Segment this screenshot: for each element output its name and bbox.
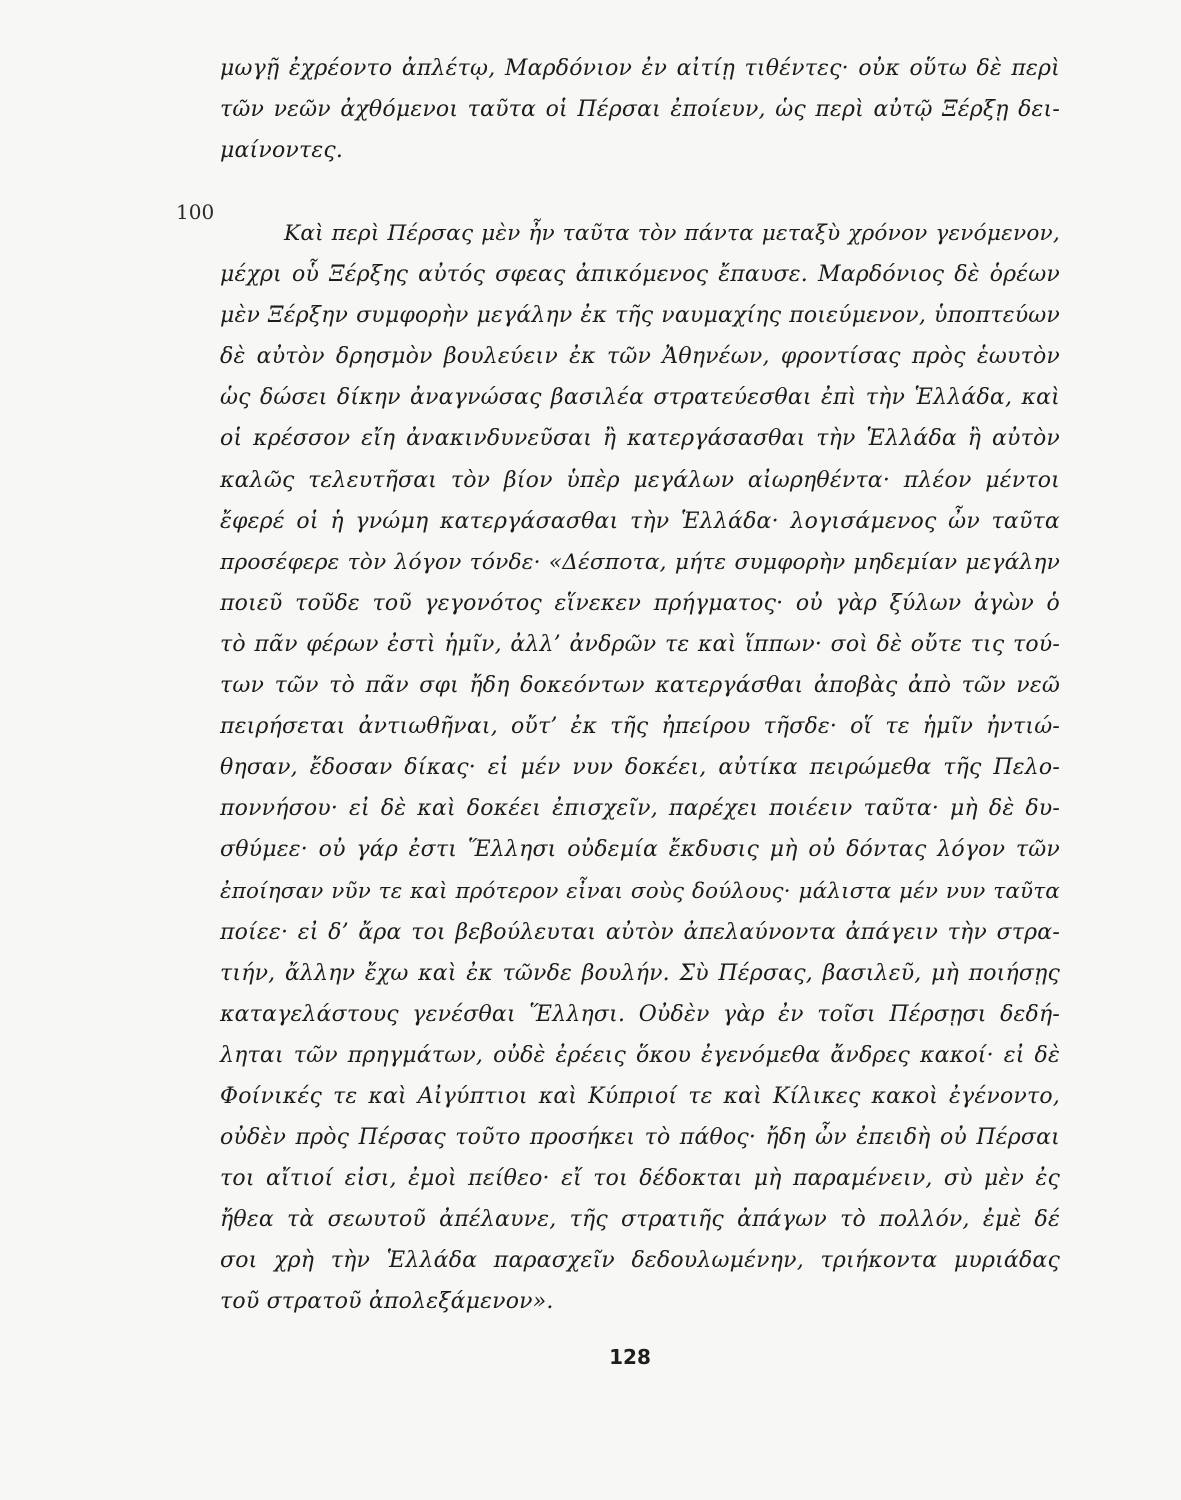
text-line: ἔφερέ οἱ ἡ γνώμη κατεργάσασθαι τὴν Ἑλλάδα· λογισάμενος ὦν ταῦτα: [220, 508, 1060, 534]
text-line: σθύμεε· οὐ γάρ ἐστι Ἕλλησι οὐδεμία ἔκδυσις μὴ οὐ δόντας λόγον τῶν: [220, 837, 1060, 863]
text-line: μὲν Ξέρξην συμφορὴν μεγάλην ἐκ τῆς ναυμαχίης ποιεύμενον, ὑποπτεύων: [220, 303, 1060, 329]
text-line: τιήν, ἄλλην ἔχω καὶ ἐκ τῶνδε βουλήν. Σὺ Πέρσας, βασιλεῦ, μὴ ποιήσῃς: [220, 960, 1060, 986]
text-line: ποίεε· εἰ δ’ ἄρα τοι βεβούλευται αὐτὸν ἀπελαύνοντα ἀπάγειν τὴν στρα-: [220, 919, 1060, 945]
text-line: Φοίνικές τε καὶ Αἰγύπτιοι καὶ Κύπριοί τε καὶ Κίλικες κακοὶ ἐγένοντο,: [220, 1083, 1060, 1109]
text-line: τῶν νεῶν ἀχθόμενοι ταῦτα οἱ Πέρσαι ἐποίευν, ὡς περὶ αὐτῷ Ξέρξῃ δει-: [220, 97, 1060, 123]
text-line: δὲ αὐτὸν δρησμὸν βουλεύειν ἐκ τῶν Ἀθηνέων, φροντίσας πρὸς ἑωυτὸν: [220, 344, 1060, 370]
chapter-number: 100: [176, 200, 215, 224]
text-line: μωγῇ ἐχρέοντο ἀπλέτῳ, Μαρδόνιον ἐν αἰτίῃ τιθέντες· οὐκ οὕτω δὲ περὶ: [220, 56, 1060, 81]
text-line: ἤθεα τὰ σεωυτοῦ ἀπέλαυνε, τῆς στρατιῆς ἀπάγων τὸ πολλόν, ἐμὲ δέ: [220, 1207, 1060, 1233]
text-line: καταγελάστους γενέσθαι Ἕλλησι. Οὐδὲν γὰρ ἐν τοῖσι Πέρσῃσι δεδή-: [220, 1001, 1060, 1027]
text-line: μέχρι οὗ Ξέρξης αὐτός σφεας ἀπικόμενος ἔπαυσε. Μαρδόνιος δὲ ὁρέων: [220, 262, 1060, 288]
text-line: σοι χρὴ τὴν Ἑλλάδα παρασχεῖν δεδουλωμένην, τριήκοντα μυριάδας: [220, 1248, 1060, 1274]
paragraph-chapter-100: [220, 213, 1060, 1323]
text-line: ληται τῶν πρηγμάτων, οὐδὲ ἐρέεις ὅκου ἐγενόμεθα ἄνδρες κακοί· εἰ δὲ: [220, 1042, 1060, 1068]
text-line: καλῶς τελευτῆσαι τὸν βίον ὑπὲρ μεγάλων αἰωρηθέντα· πλέον μέντοι: [220, 467, 1060, 493]
text-line: τοῦ στρατοῦ ἀπολεξάμενον».: [220, 1289, 554, 1315]
text-line: ποιεῦ τοῦδε τοῦ γεγονότος εἵνεκεν πρήγματος· οὐ γὰρ ξύλων ἀγὼν ὁ: [220, 590, 1060, 616]
text-line: προσέφερε τὸν λόγον τόνδε· «Δέσποτα, μήτε συμφορὴν μηδεμίαν μεγάλην: [220, 549, 1060, 575]
page-number: 128: [609, 1345, 651, 1369]
text-line: πειρήσεται ἀντιωθῆναι, οὔτ’ ἐκ τῆς ἠπείρου τῆσδε· οἵ τε ἡμῖν ἠντιώ-: [220, 714, 1060, 740]
text-line: θησαν, ἔδοσαν δίκας· εἰ μέν νυν δοκέει, αὐτίκα πειρώμεθα τῆς Πελο-: [220, 755, 1060, 781]
text-line: μαίνοντες.: [220, 138, 344, 164]
text-line: οὐδὲν πρὸς Πέρσας τοῦτο προσήκει τὸ πάθος· ἤδη ὦν ἐπειδὴ οὐ Πέρσαι: [220, 1125, 1060, 1151]
text-line: ποννήσου· εἰ δὲ καὶ δοκέει ἐπισχεῖν, παρέχει ποιέειν ταῦτα· μὴ δὲ δυ-: [220, 796, 1060, 822]
text-line: Καὶ περὶ Πέρσας μὲν ἦν ταῦτα τὸν πάντα μεταξὺ χρόνον γενόμενον,: [284, 221, 1060, 246]
text-line: τοι αἴτιοί εἰσι, ἐμοὶ πείθεο· εἴ τοι δέδοκται μὴ παραμένειν, σὺ μὲν ἐς: [220, 1166, 1060, 1192]
text-line: τὸ πᾶν φέρων ἐστὶ ἡμῖν, ἀλλ’ ἀνδρῶν τε καὶ ἵππων· σοὶ δὲ οὔτε τις τού-: [220, 631, 1060, 657]
text-line: οἱ κρέσσον εἴη ἀνακινδυνεῦσαι ἢ κατεργάσασθαι τὴν Ἑλλάδα ἢ αὐτὸν: [220, 426, 1060, 452]
text-line: ὡς δώσει δίκην ἀναγνώσας βασιλέα στρατεύεσθαι ἐπὶ τὴν Ἑλλάδα, καὶ: [220, 385, 1060, 411]
text-line: των τῶν τὸ πᾶν σφι ἤδη δοκεόντων κατεργάσθαι ἀποβὰς ἀπὸ τῶν νεῶ: [220, 673, 1060, 699]
text-line: ἐποίησαν νῦν τε καὶ πρότερον εἶναι σοὺς δούλους· μάλιστα μέν νυν ταῦτα: [220, 878, 1060, 904]
paragraph-continuation: [220, 48, 1060, 171]
